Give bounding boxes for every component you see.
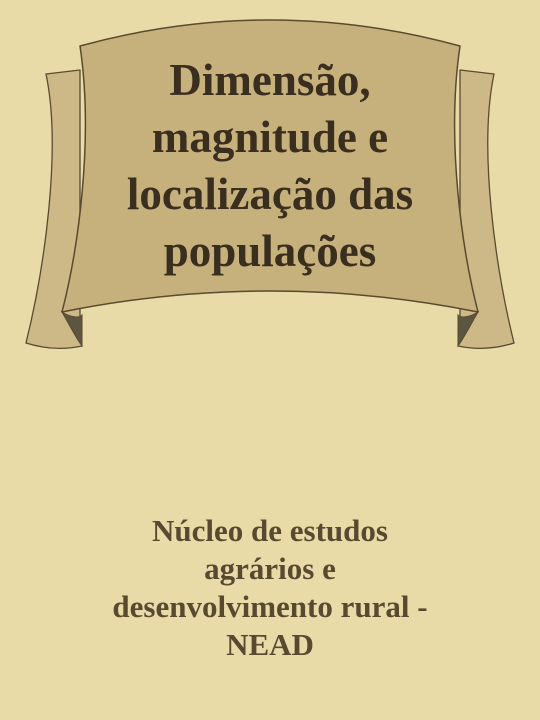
title-line: magnitude e — [151, 112, 389, 162]
title-line: populações — [163, 226, 377, 276]
author-line: agrários e — [204, 551, 336, 586]
title-line: Dimensão, — [169, 55, 371, 105]
author-line: NEAD — [226, 627, 314, 662]
author-line: Núcleo de estudos — [152, 513, 388, 548]
book-title — [70, 52, 470, 280]
author-line: desenvolvimento rural - — [112, 589, 428, 624]
title-line: localização das — [126, 169, 414, 219]
book-author — [40, 512, 500, 664]
